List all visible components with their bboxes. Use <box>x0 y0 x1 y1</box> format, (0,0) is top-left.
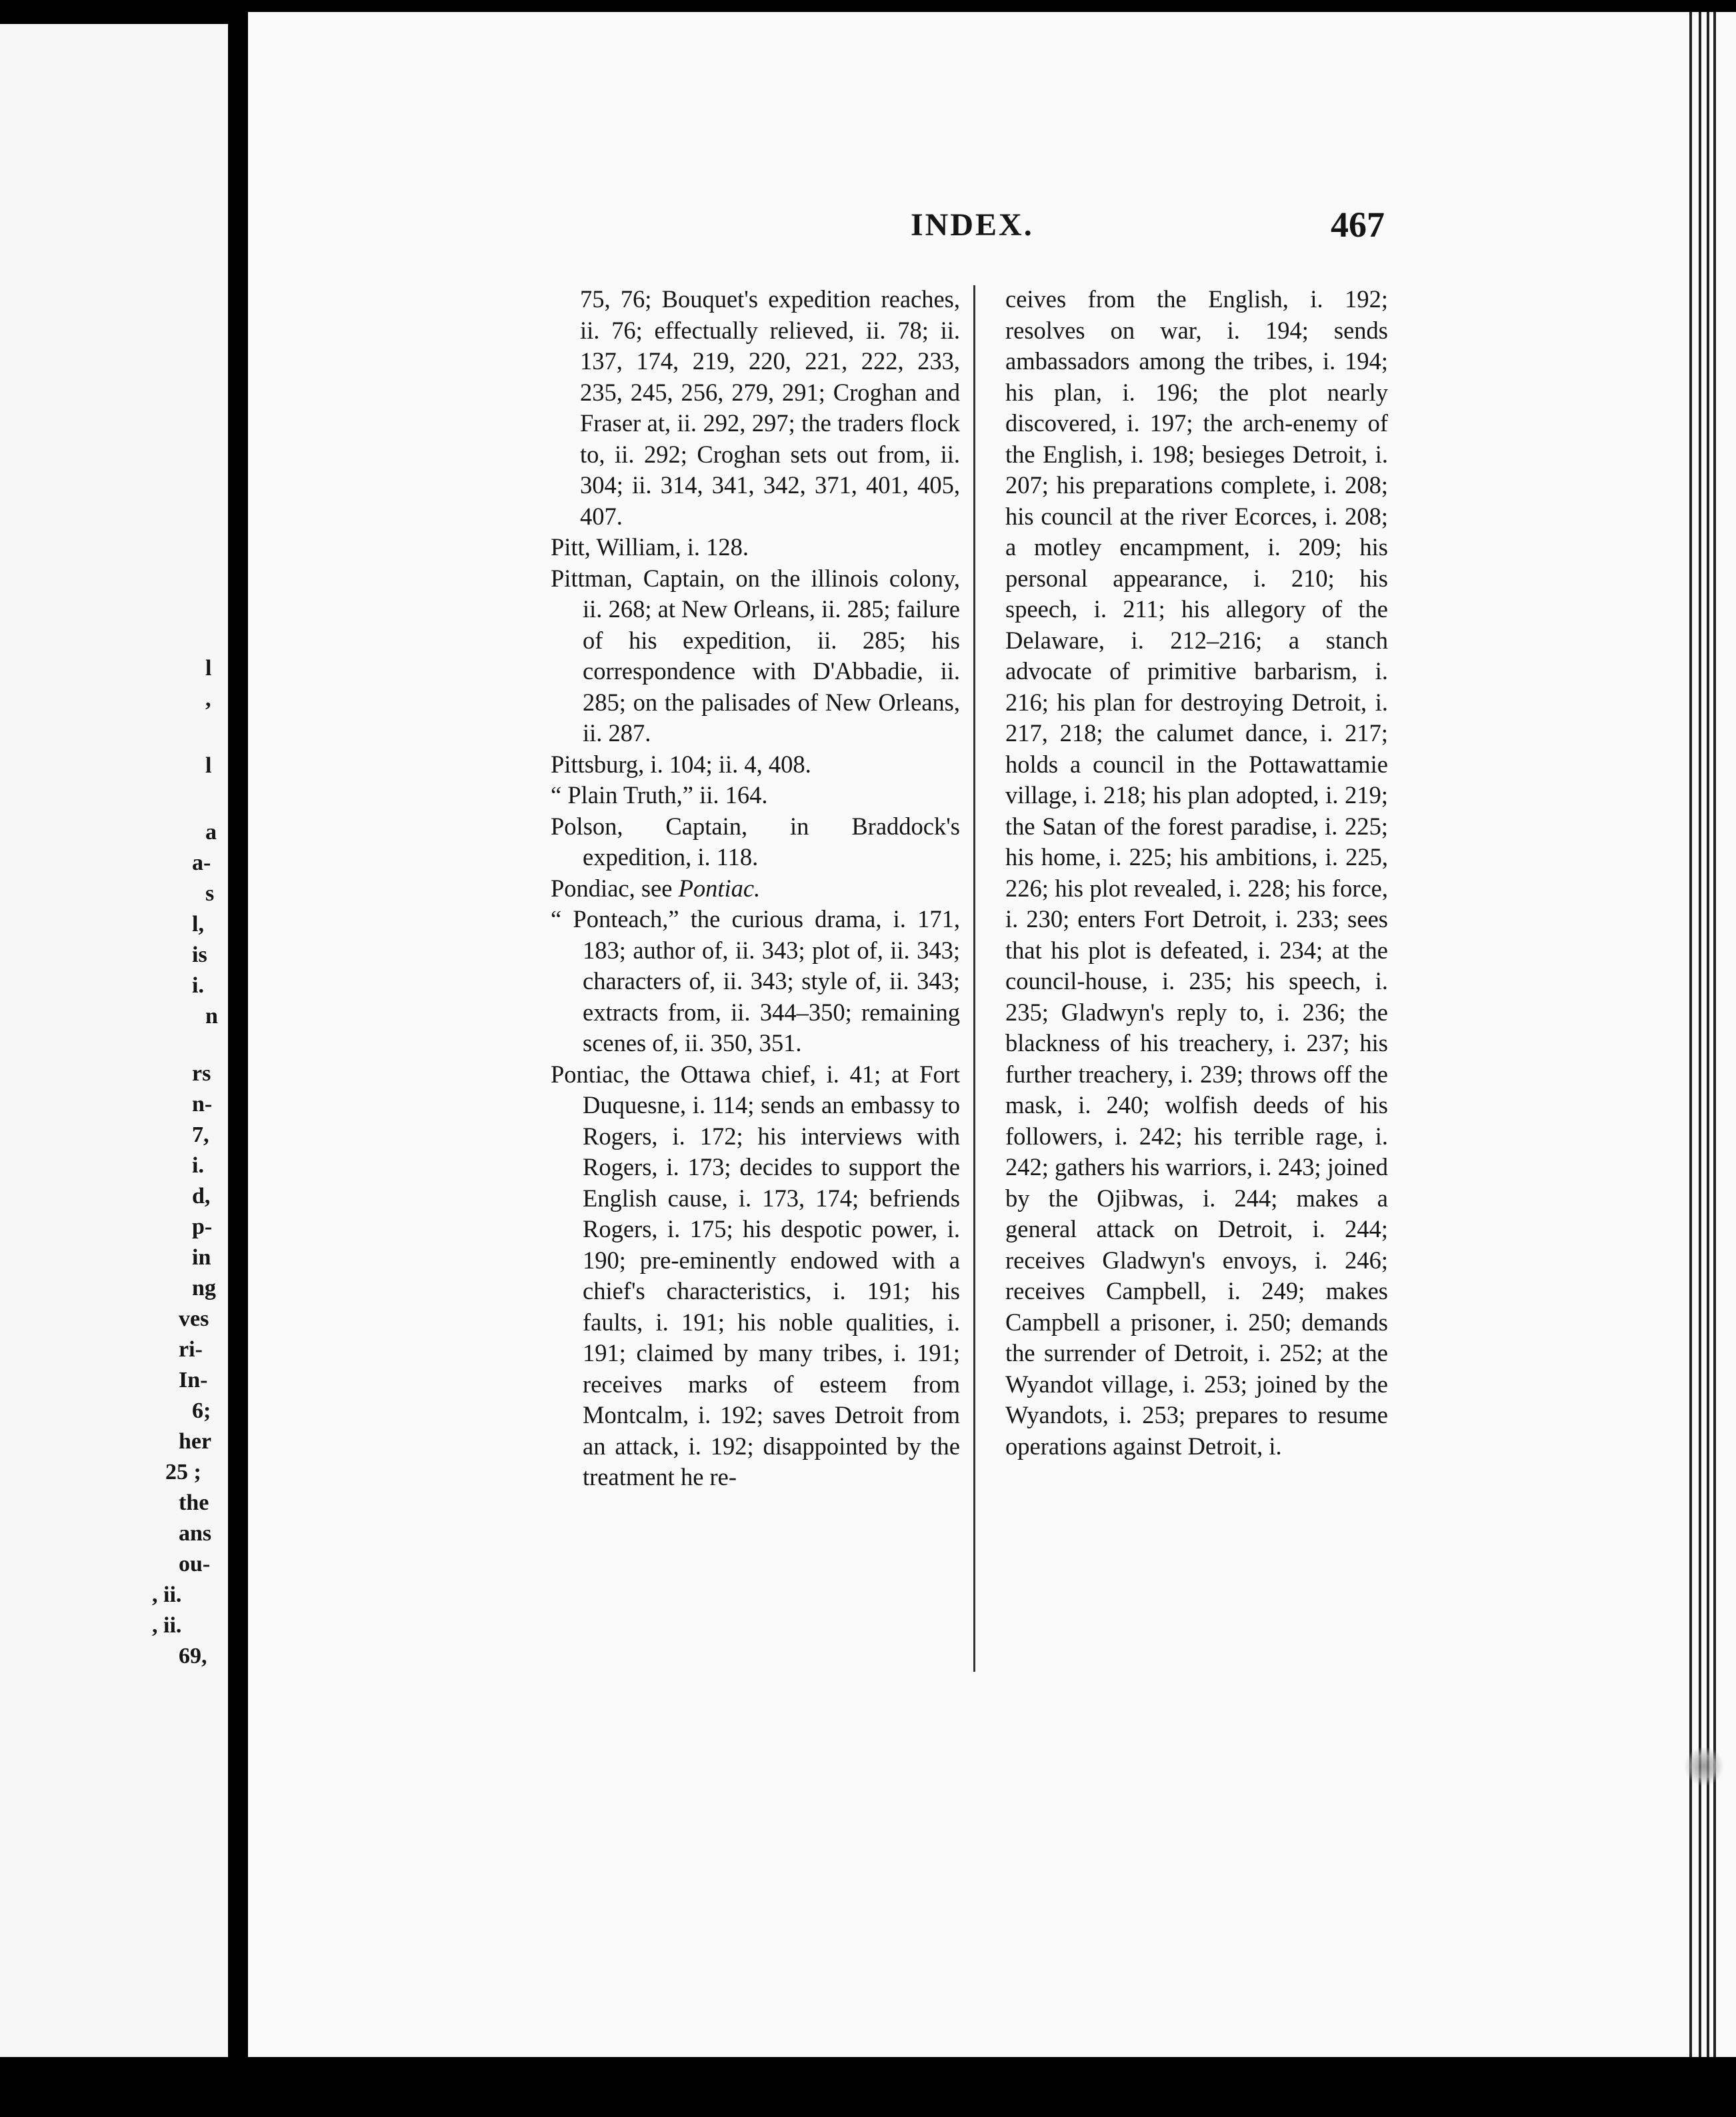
facing-page-text-fragment: 6; <box>192 1398 211 1423</box>
facing-page-text-fragment: rs <box>192 1061 211 1086</box>
entry-continuation-pontiac: ceives from the English, i. 192; resolves on war, i. 194; sends ambassadors among the tribes, i. 194; his plan, i. 196; the plot nearly discovered, i. 197; the arch-enemy of the English, i. 198; besieges Detroit, i. 207; his preparations complete, i. 208; his council at the river Ecorces, i. 208; a motley encampment, i. 209; his personal appearance, i. 210; his speech, i. 211; his allegory of the Delaware, i. 212–216; a stanch advocate of primitive barbarism, i. 216; his plan for destroying Detroit, i. 217, 218; the calumet dance, i. 217; holds a council in the Pottawattamie village, i. 218; his plan adopted, i. 219; the Satan of the forest paradise, i. 225; his home, i. 225; his ambitions, i. 225, 226; his plot revealed, i. 228; his force, i. 230; enters Fort Detroit, i. 233; sees that his plot is defeated, i. 234; at the council-house, i. 235; his speech, i. 235; Gladwyn's reply to, i. 236; the blackness of his treachery, i. 237; his further treachery, i. 239; throws off the mask, i. 240; wolfish deeds of his followers, i. 242; his terrible rage, i. 242; gathers his warriors, i. 243; joined by the Ojibwas, i. 244; makes a general attack on Detroit, i. 244; receives Gladwyn's envoys, i. 246; receives Campbell, i. 249; makes Campbell a prisoner, i. 250; demands the surrender of Detroit, i. 252; at the Wyandot village, i. 253; joined by the Wyandots, i. 253; prepares to resume operations against Detroit, i. <box>1005 285 1388 1460</box>
facing-page-text-fragment: ng <box>192 1276 216 1300</box>
entry-continuation: 75, 76; Bouquet's expedition reaches, ii. 76; effectually relieved, ii. 78; ii. 137, 174, 219, 220, 221, 222, 233, 235, 245, 256, 279, 291; Croghan and Fraser at, ii. 292, 297; the traders flock to, ii. 292; Croghan sets out from, ii. 304; ii. 314, 341, 342, 371, 401, 405, 407. <box>580 285 960 530</box>
facing-page-text-fragment: in <box>192 1245 211 1270</box>
facing-page-text-fragment: n <box>205 1004 218 1029</box>
facing-page-text-fragment: the <box>179 1490 209 1515</box>
facing-page-text-fragment: l <box>205 656 212 681</box>
column-divider <box>973 285 975 1672</box>
facing-page-text-fragment: , <box>205 687 211 711</box>
facing-page-text-fragment: n- <box>192 1092 213 1116</box>
index-column-right <box>1005 284 1388 1462</box>
index-column-left <box>551 284 960 1493</box>
facing-page-text-fragment: a <box>205 820 217 845</box>
index-entry-pittsburg: Pittsburg, i. 104; ii. 4, 408. <box>551 750 811 778</box>
facing-page-text-fragment: p- <box>192 1214 213 1239</box>
facing-page-text-fragment: s <box>205 881 215 906</box>
facing-page-text-fragment: 69, <box>179 1644 207 1668</box>
index-page <box>248 12 1676 2057</box>
facing-page-text-fragment: l, <box>192 912 204 937</box>
index-entry-plain-truth: “ Plain Truth,” ii. 164. <box>551 781 768 809</box>
facing-page-text-fragment: 25 ; <box>165 1460 201 1484</box>
facing-page-text-fragment: , ii. <box>152 1613 182 1638</box>
facing-page-text-fragment: ans <box>179 1521 212 1546</box>
index-entry-polson: Polson, Captain, in Braddock's expedition, i. 118. <box>551 812 960 871</box>
facing-page-text-fragment: l <box>205 753 212 778</box>
index-entry-pontiac: Pontiac, the Ottawa chief, i. 41; at Fort Duquesne, i. 114; sends an embassy to Rogers, i. 172; his interviews with Rogers, i. 173; decides to support the English cause, i. 173, 174; befriends Rogers, i. 175; his despotic power, i. 190; pre-eminently endowed with a chief's characteristics, i. 191; his faults, i. 191; his noble qualities, i. 191; claimed by many tribes, i. 191; receives marks of esteem from Montcalm, i. 192; saves Detroit from an attack, i. 192; disappointed by the treatment he re- <box>551 1060 960 1490</box>
index-entry-pitt: Pitt, William, i. 128. <box>551 533 749 561</box>
index-entry-pondiac <box>551 873 960 905</box>
facing-page-text-fragment: i. <box>192 1153 204 1178</box>
index-entry-ponteach: “ Ponteach,” the curious drama, i. 171, 183; author of, ii. 343; plot of, ii. 343; characters of, ii. 343; style of, ii. 343; extracts from, ii. 344–350; remaining scenes of, ii. 350, 351. <box>551 905 960 1057</box>
facing-page-text-fragment: a- <box>192 851 211 875</box>
running-head: INDEX. <box>911 207 1034 243</box>
page-number: 467 <box>1331 205 1385 245</box>
facing-page-text-fragment: , ii. <box>152 1582 182 1607</box>
index-entry-pittman: Pittman, Captain, on the illinois colony, ii. 268; at New Orleans, ii. 285; failure of his expedition, ii. 285; his correspondence with D'Abbadie, ii. 285; on the palisades of New Orleans, ii. 287. <box>551 564 960 747</box>
facing-page-text-fragment: i. <box>192 973 204 998</box>
pondiac-lead: Pondiac, see <box>551 874 679 902</box>
facing-page-text-fragment: 7, <box>192 1122 209 1147</box>
facing-page-text-fragment: ri- <box>179 1337 203 1362</box>
facing-page-text-fragment: In- <box>179 1368 208 1392</box>
print-smudge <box>1684 1746 1724 1786</box>
facing-page-fragment <box>0 24 228 2057</box>
scan-bottom-border <box>0 2057 1736 2117</box>
book-gutter <box>228 0 247 2117</box>
pondiac-cross-reference: Pontiac. <box>678 874 761 902</box>
facing-page-text-fragment: ou- <box>179 1552 211 1576</box>
facing-page-text-fragment: her <box>179 1429 212 1454</box>
facing-page-text-fragment: ves <box>179 1306 209 1331</box>
facing-page-text-fragment: d, <box>192 1184 211 1208</box>
facing-page-text-fragment: is <box>192 943 207 967</box>
